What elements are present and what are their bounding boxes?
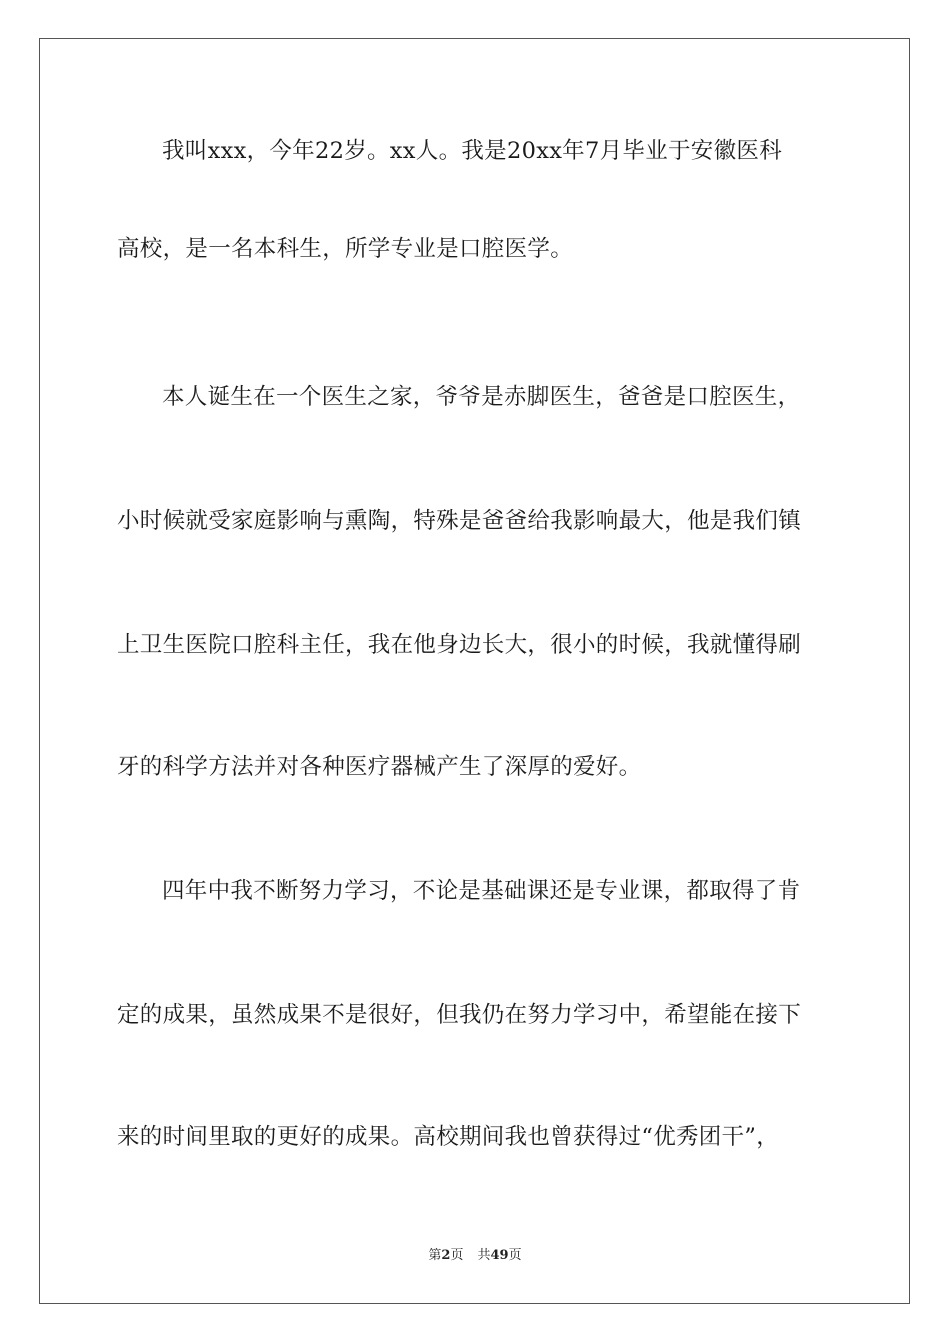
paragraph-2-line-1: 本人诞生在一个医生之家，爷爷是赤脚医生，爸爸是口腔医生，	[162, 384, 801, 410]
paragraph-2-line-3: 上卫生医院口腔科主任，我在他身边长大，很小的时候，我就懂得刷	[117, 632, 802, 658]
paragraph-3-line-1: 四年中我不断努力学习，不论是基础课还是专业课，都取得了肯	[162, 878, 801, 904]
footer-total-suffix: 页	[508, 1248, 522, 1263]
footer-page-suffix: 页	[450, 1248, 464, 1263]
footer-total-pages: 49	[490, 1248, 509, 1263]
paragraph-2-line-4: 牙的科学方法并对各种医疗器械产生了深厚的爱好。	[117, 754, 642, 780]
paragraph-3-line-3: 来的时间里取的更好的成果。高校期间我也曾获得过“优秀团干”，	[117, 1124, 780, 1150]
paragraph-1-line-1: 我叫xxx，今年22岁。xx人。我是20xx年7月毕业于安徽医科	[162, 138, 783, 164]
footer-page-number: 2	[441, 1248, 451, 1263]
paragraph-2-line-2: 小时候就受家庭影响与熏陶，特殊是爸爸给我影响最大，他是我们镇	[117, 508, 802, 534]
page-border	[39, 38, 910, 1304]
footer-page-prefix: 第	[428, 1248, 442, 1263]
page-footer	[0, 1247, 950, 1265]
paragraph-1-line-2: 高校，是一名本科生，所学专业是口腔医学。	[117, 236, 574, 262]
footer-total-prefix: 共	[477, 1248, 491, 1263]
paragraph-3-line-2: 定的成果，虽然成果不是很好，但我仍在努力学习中，希望能在接下	[117, 1002, 802, 1028]
